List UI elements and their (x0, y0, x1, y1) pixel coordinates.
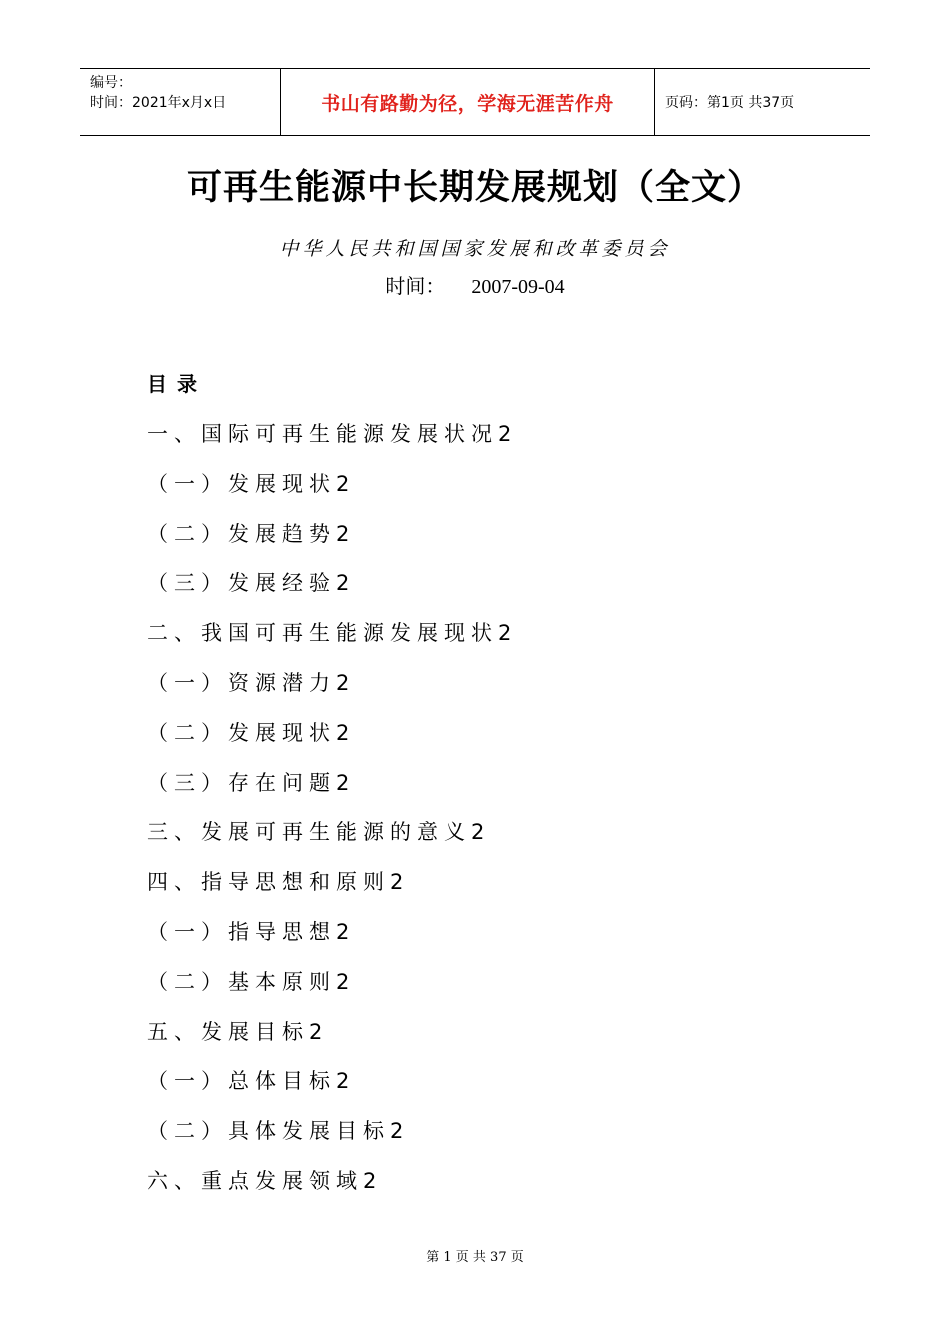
toc-item[interactable]: （一）总体目标2 (147, 1069, 356, 1094)
header-meta (80, 69, 281, 135)
issuing-organization: 中华人民共和国国家发展和改革委员会 (279, 238, 671, 260)
toc-item[interactable]: （二）具体发展目标2 (147, 1119, 410, 1144)
date-label: 时间： (385, 276, 446, 298)
toc-item[interactable]: （二）发展现状2 (147, 720, 356, 745)
document-title: 可再生能源中长期发展规划（全文） (186, 168, 763, 208)
toc-item[interactable]: （三）存在问题2 (147, 770, 356, 795)
header-motto: 书山有路勤为径，学海无涯苦作舟 (281, 69, 655, 135)
table-of-contents (147, 370, 517, 1217)
toc-heading: 目录 (147, 372, 207, 396)
page-header (80, 68, 870, 136)
publish-date (0, 270, 950, 299)
toc-item[interactable]: （一）指导思想2 (147, 919, 356, 944)
toc-item[interactable]: 二、我国可再生能源发展现状2 (147, 621, 518, 646)
header-date: 时间：2021年x月x日 (90, 95, 227, 111)
toc-item[interactable]: 五、发展目标2 (147, 1019, 329, 1044)
toc-item[interactable]: （一）发展现状2 (147, 471, 356, 496)
header-page-info: 页码：第1页 共37页 (665, 95, 795, 111)
toc-item[interactable]: （二）发展趋势2 (147, 521, 356, 546)
page-footer: 第 1 页 共 37 页 (426, 1250, 524, 1265)
toc-item[interactable]: 四、指导思想和原则2 (147, 870, 410, 895)
toc-item[interactable]: 三、发展可再生能源的意义2 (147, 820, 491, 845)
toc-item[interactable]: 六、重点发展领域2 (147, 1168, 383, 1193)
toc-item[interactable]: （一）资源潜力2 (147, 670, 356, 695)
date-value: 2007-09-04 (471, 276, 565, 298)
toc-item[interactable]: （二）基本原则2 (147, 969, 356, 994)
toc-item[interactable]: （三）发展经验2 (147, 571, 356, 596)
serial-number-label: 编号： (90, 75, 132, 91)
toc-item[interactable]: 一、国际可再生能源发展状况2 (147, 422, 518, 446)
